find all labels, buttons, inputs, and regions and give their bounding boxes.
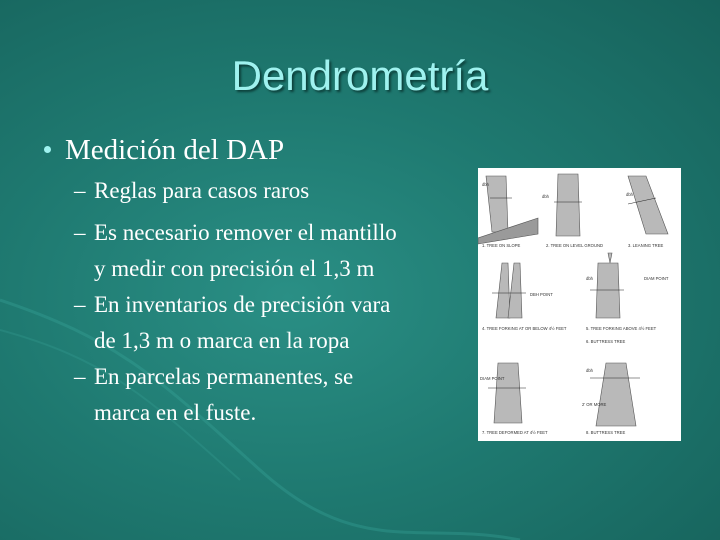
label-dbh: dbh xyxy=(542,194,549,199)
subitem-text: En inventarios de precisión vara xyxy=(94,292,391,317)
main-bullet xyxy=(44,134,284,167)
tree-buttress xyxy=(596,363,636,426)
tree-slope-trunk xyxy=(486,176,508,232)
subitem-text: Reglas para casos raros xyxy=(94,178,310,203)
main-bullet-text: Medición del DAP xyxy=(65,134,285,166)
bullet-dot-icon xyxy=(44,146,51,153)
subitem-reglas: – Reglas para casos raros xyxy=(74,178,310,203)
caption-1: 1. TREE ON SLOPE xyxy=(482,243,521,248)
subitem-text: Es necesario remover el mantillo xyxy=(94,220,397,245)
slide-title: Dendrometría xyxy=(231,52,489,99)
subitem-parcelas-cont: marca en el fuste. xyxy=(94,400,257,425)
label-dbh: dbh xyxy=(586,368,593,373)
subitem-inventarios-cont: de 1,3 m o marca en la ropa xyxy=(94,328,350,353)
caption-3: 3. LEANING TREE xyxy=(628,243,664,248)
subitem-parcelas: – En parcelas permanentes, se xyxy=(74,364,354,389)
tree-level-trunk xyxy=(556,174,580,236)
caption-6: 6. BUTTRESS TREE xyxy=(586,339,626,344)
label-dbh: dbh xyxy=(626,192,633,197)
label-dbh-point: DBH POINT xyxy=(530,292,553,297)
caption-5: 5. TREE FORKING ABOVE 4½ FEET xyxy=(586,326,657,331)
tree-deformed xyxy=(494,363,522,423)
tree-fork-low xyxy=(496,263,510,318)
tree-diagrams xyxy=(478,168,681,441)
subitem-text: En parcelas permanentes, se xyxy=(94,364,354,389)
subitem-mantillo-cont: y medir con precisión el 1,3 m xyxy=(94,256,375,281)
caption-2: 2. TREE ON LEVEL GROUND xyxy=(546,243,604,248)
label-dbh: dbh xyxy=(482,182,489,187)
caption-8: 8. BUTTRESS TREE xyxy=(586,430,626,435)
slope-ground xyxy=(478,218,538,244)
label-diam-point: DIAM POINT xyxy=(480,376,505,381)
label-diam-point: DIAM POINT xyxy=(644,276,669,281)
tree-leaning-trunk xyxy=(628,176,668,234)
caption-4: 4. TREE FORKING AT OR BELOW 4½ FEET xyxy=(482,326,567,331)
label-dbh: dbh xyxy=(586,276,593,281)
subitem-mantillo: – Es necesario remover el mantillo xyxy=(74,220,397,245)
label-two-or-more: 2' OR MORE xyxy=(582,402,607,407)
subitem-inventarios: – En inventarios de precisión vara xyxy=(74,292,391,317)
caption-7: 7. TREE DEFORMED AT 4½ FEET xyxy=(482,430,548,435)
tree-fork-high xyxy=(596,263,620,318)
dbh-measurement-figure xyxy=(478,168,681,441)
